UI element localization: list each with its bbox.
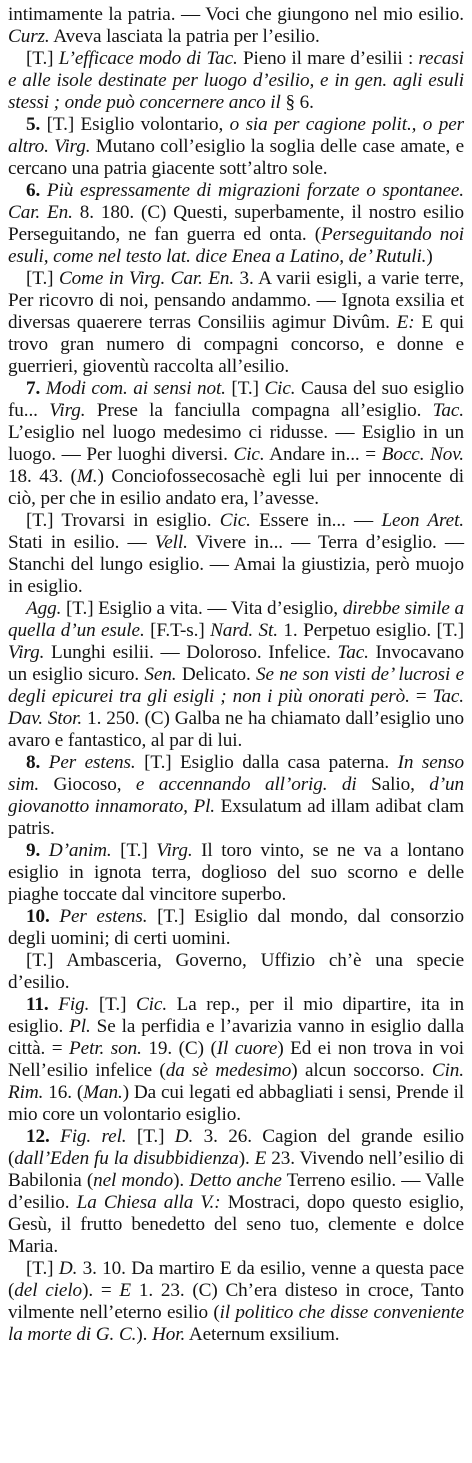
text-run: ). — [173, 1170, 190, 1191]
text-run: ). — [238, 1148, 255, 1169]
text-run: L’esiglio nel luogo medesimo ci ridusse. — Esiglio in un luogo. — Per luoghi diversi. — [8, 422, 464, 465]
text-run: Essere in... — — [250, 510, 382, 531]
entry-paragraph — [8, 510, 464, 598]
italic-text: Detto anche — [189, 1170, 282, 1191]
text-run — [40, 840, 49, 861]
italic-text: Man. — [83, 1082, 123, 1103]
entry-paragraph — [8, 994, 464, 1126]
italic-text: L’efficace modo di Tac. — [58, 48, 238, 69]
text-run: Exsulatum ad illam adibat clam patris. — [8, 796, 465, 839]
text-run: [T.] — [26, 268, 59, 289]
italic-text: Tac. — [337, 642, 369, 663]
text-run: Prese la fanciulla compagna all’esiglio. — [85, 400, 433, 421]
italic-text: Petr. son. — [69, 1038, 142, 1059]
text-run: 16. ( — [43, 1082, 84, 1103]
entry-paragraph — [8, 1126, 464, 1258]
italic-text: del cielo — [14, 1280, 83, 1301]
italic-text: il politico che disse conveniente la morte di G. C. — [8, 1302, 464, 1345]
entry-paragraph — [8, 268, 464, 378]
text-run: = — [409, 686, 433, 707]
text-run — [50, 906, 60, 927]
italic-text: Cin. Rim. — [8, 1060, 464, 1103]
text-run: Delicato. — [176, 664, 257, 685]
italic-text: Per estens. — [59, 906, 148, 927]
text-run: [T.] Esiglio dal mondo, dal consorzio degli uomini; di certi uomini. — [8, 906, 465, 949]
text-run: La rep., per il mio dipartire, ita in esiglio. — [8, 994, 465, 1037]
italic-text: Cic. — [264, 378, 296, 399]
italic-text: D’anim. — [48, 840, 112, 861]
italic-text: recasi e alle isole destinate per luogo d’esilio, e in gen. agli esuli stessi ; onde può concernere anco il — [8, 48, 464, 113]
text-run: [T.] Esiglio volontario, — [40, 114, 230, 135]
text-run: Andare in... = — [264, 444, 382, 465]
text-run: 3. 26. Cagion del grande esilio ( — [8, 1126, 464, 1169]
entry-paragraph — [8, 598, 464, 752]
sense-number: 7. — [26, 378, 41, 399]
text-run: § 6. — [280, 92, 314, 113]
italic-text: E — [254, 1148, 267, 1169]
entry-paragraph — [8, 906, 464, 950]
text-run: Lunghi esilii. — Doloroso. Infelice. — [44, 642, 338, 663]
sense-number: 6. — [26, 180, 41, 201]
text-run: 1. 250. (C) Galba ne ha chiamato dall’esiglio uno avaro e fantastico, al par di lui. — [8, 708, 464, 751]
italic-text: Sen. — [144, 664, 177, 685]
text-run: 1. Perpetuo esiglio. [T.] — [277, 620, 464, 641]
italic-text: Virg. — [49, 400, 86, 421]
text-run: 19. (C) ( — [141, 1038, 217, 1059]
italic-text: Curz. — [8, 26, 50, 47]
text-run: 3. A varii esigli, a varie terre, Per ricovro di noi, pensando andammo. — Ignota exsilia et diversas quaerere terras Consiliis agimur Divûm. — [8, 268, 465, 333]
text-run: ) Ed ei non trova in voi Nell’esilio infelice ( — [8, 1038, 464, 1081]
text-run: 18. 43. ( — [8, 466, 77, 487]
text-run: 3. 10. Da martiro E da esilio, venne a questa pace ( — [8, 1258, 465, 1301]
text-run: Stati in esilio. — — [8, 532, 155, 553]
entry-paragraph — [8, 114, 464, 180]
italic-text: Tac. — [432, 400, 464, 421]
text-run: ) Conciofossecosachè egli lui per innocente di ciò, per che in esilio andato era, l’avesse. — [8, 466, 464, 509]
italic-text: Virg. — [8, 642, 45, 663]
italic-text: E: — [396, 312, 415, 333]
italic-text: Hor. — [152, 1324, 186, 1345]
text-run: Il toro vinto, se ne va a lontano esiglio in ignota terra, doglioso del suo scorno e delle piaghe toccate dal vincitore superbo. — [8, 840, 464, 905]
italic-text: direbbe simile a quella d’un esule. — [8, 598, 465, 641]
text-run: ). — [136, 1324, 153, 1345]
entry-paragraph — [8, 950, 464, 994]
text-run: [T.] — [26, 1258, 59, 1279]
text-run: [T.] — [225, 378, 265, 399]
italic-text: Il cuore — [216, 1038, 278, 1059]
italic-text: dall’Eden fu la disubbidienza — [14, 1148, 239, 1169]
sense-number: 10. — [26, 906, 50, 927]
italic-text: Per estens. — [48, 752, 136, 773]
sense-number: 11. — [26, 994, 49, 1015]
text-run — [50, 1126, 60, 1147]
entry-paragraph — [8, 1258, 464, 1346]
italic-text: Più espressamente di migrazioni forzate o spontanee. Car. En. — [8, 180, 464, 223]
sense-number: 8. — [26, 752, 41, 773]
italic-text: Modi com. ai sensi not. — [45, 378, 226, 399]
text-run: Mutano coll’esiglio la soglia delle case amate, e cercano una patria giacente sott’altro sole. — [8, 136, 464, 179]
text-run: Invocavano un esiglio sicuro. — [8, 642, 464, 685]
italic-text: Agg. — [26, 598, 62, 619]
text-run: [T.] — [89, 994, 136, 1015]
italic-text: Virg. — [156, 840, 193, 861]
text-run: 23. Vivendo nell’esilio di Babilonia ( — [8, 1148, 465, 1191]
entry-paragraph — [8, 4, 464, 48]
text-run: Aeternum exsilium. — [185, 1324, 340, 1345]
italic-text: Se ne son visti de’ lucrosi e degli epicurei tra gli esigli ; non i più onorati però. — [8, 664, 464, 707]
entry-paragraph — [8, 378, 464, 510]
text-run: Vivere in... — Terra d’esiglio. — Stanchi del lungo esiglio. — Amai la giustizia, però muojo in esiglio. — [8, 532, 464, 597]
italic-text: Cic. — [135, 994, 168, 1015]
text-run — [40, 180, 47, 201]
italic-text: nel mondo — [93, 1170, 174, 1191]
italic-text: La Chiesa alla V.: — [76, 1192, 221, 1213]
italic-text: E — [119, 1280, 132, 1301]
italic-text: Pl. — [69, 1016, 91, 1037]
dictionary-page — [8, 4, 464, 1346]
italic-text: Perseguitando noi esuli, come nel testo lat. dice Enea a Latino, de’ Rutuli. — [8, 224, 465, 267]
sense-number: 5. — [26, 114, 41, 135]
italic-text: In senso sim. — [8, 752, 464, 795]
entry-paragraph — [8, 752, 464, 840]
italic-text: da sè medesimo — [165, 1060, 292, 1081]
text-run: 1. 23. (C) Ch’era disteso in croce, Tanto vilmente nell’eterno esilio ( — [8, 1280, 464, 1323]
sense-number: 12. — [26, 1126, 50, 1147]
text-run — [49, 994, 59, 1015]
text-run: 8. 180. (C) Questi, superbamente, il nostro esilio Perseguitando, ne fan guerra ed onta. ( — [8, 202, 464, 245]
italic-text: D. — [58, 1258, 78, 1279]
italic-text: Leon Aret. — [381, 510, 465, 531]
italic-text: Cic. — [233, 444, 265, 465]
text-run: ) — [426, 246, 433, 267]
text-run: [T.] Trovarsi in esiglio. — [26, 510, 220, 531]
text-run: Giocoso, — [39, 774, 136, 795]
sense-number: 9. — [26, 840, 41, 861]
italic-text: Fig. — [58, 994, 90, 1015]
text-run: [T.] — [111, 840, 157, 861]
text-run: [F.T-s.] — [144, 620, 211, 641]
text-run: E qui trovo gran numero di compagni concorso, e donne e guerrieri, gioventù raccolta all’esilio. — [8, 312, 464, 377]
text-run: ). = — [82, 1280, 120, 1301]
text-run: ) Da cui legati ed abbagliati i sensi, Prende il mio core un volontario esiglio. — [8, 1082, 464, 1125]
text-run: Causa del suo esiglio fu... — [8, 378, 465, 421]
text-run: [T.] Esiglio a vita. — Vita d’esiglio, — [61, 598, 343, 619]
italic-text: Fig. rel. — [60, 1126, 127, 1147]
text-run: [T.] Ambasceria, Governo, Uffizio ch’è una specie d’esilio. — [8, 950, 464, 993]
italic-text: M. — [76, 466, 98, 487]
text-run: [T.] Esiglio dalla casa paterna. — [135, 752, 398, 773]
text-run: Se la perfidia e l’avarizia vanno in esiglio dalla città. = — [8, 1016, 465, 1059]
text-run: [T.] — [26, 48, 59, 69]
italic-text: Bocc. Nov. — [381, 444, 464, 465]
text-run: ) alcun soccorso. — [291, 1060, 432, 1081]
italic-text: e accennando all’orig. di — [135, 774, 357, 795]
text-run: intimamente la patria. — Voci che giungono nel mio esilio. — [8, 4, 464, 25]
text-run: Salio, — [356, 774, 430, 795]
italic-text: o sia per cagione polit., o per altro. Virg. — [8, 114, 464, 157]
text-run: [T.] — [126, 1126, 175, 1147]
italic-text: D. — [174, 1126, 194, 1147]
text-run: Aveva lasciata la patria per l’esilio. — [49, 26, 320, 47]
text-run: Pieno il mare d’esilii : — [237, 48, 419, 69]
entry-paragraph — [8, 48, 464, 114]
italic-text: Nard. St. — [210, 620, 278, 641]
italic-text: Come in Virg. Car. En. — [58, 268, 235, 289]
text-run: Mostraci, dopo questo esiglio, Gesù, il frutto benedetto del seno tuo, clemente e dolce Maria. — [8, 1192, 464, 1257]
entry-paragraph — [8, 840, 464, 906]
italic-text: Cic. — [219, 510, 251, 531]
italic-text: d’un giovanotto innamorato, Pl. — [8, 774, 465, 817]
italic-text: Vell. — [154, 532, 188, 553]
text-run — [40, 752, 49, 773]
entry-paragraph — [8, 180, 464, 268]
italic-text: Tac. Dav. Stor. — [8, 686, 464, 729]
text-run: Terreno esilio. — Valle d’esilio. — [8, 1170, 464, 1213]
